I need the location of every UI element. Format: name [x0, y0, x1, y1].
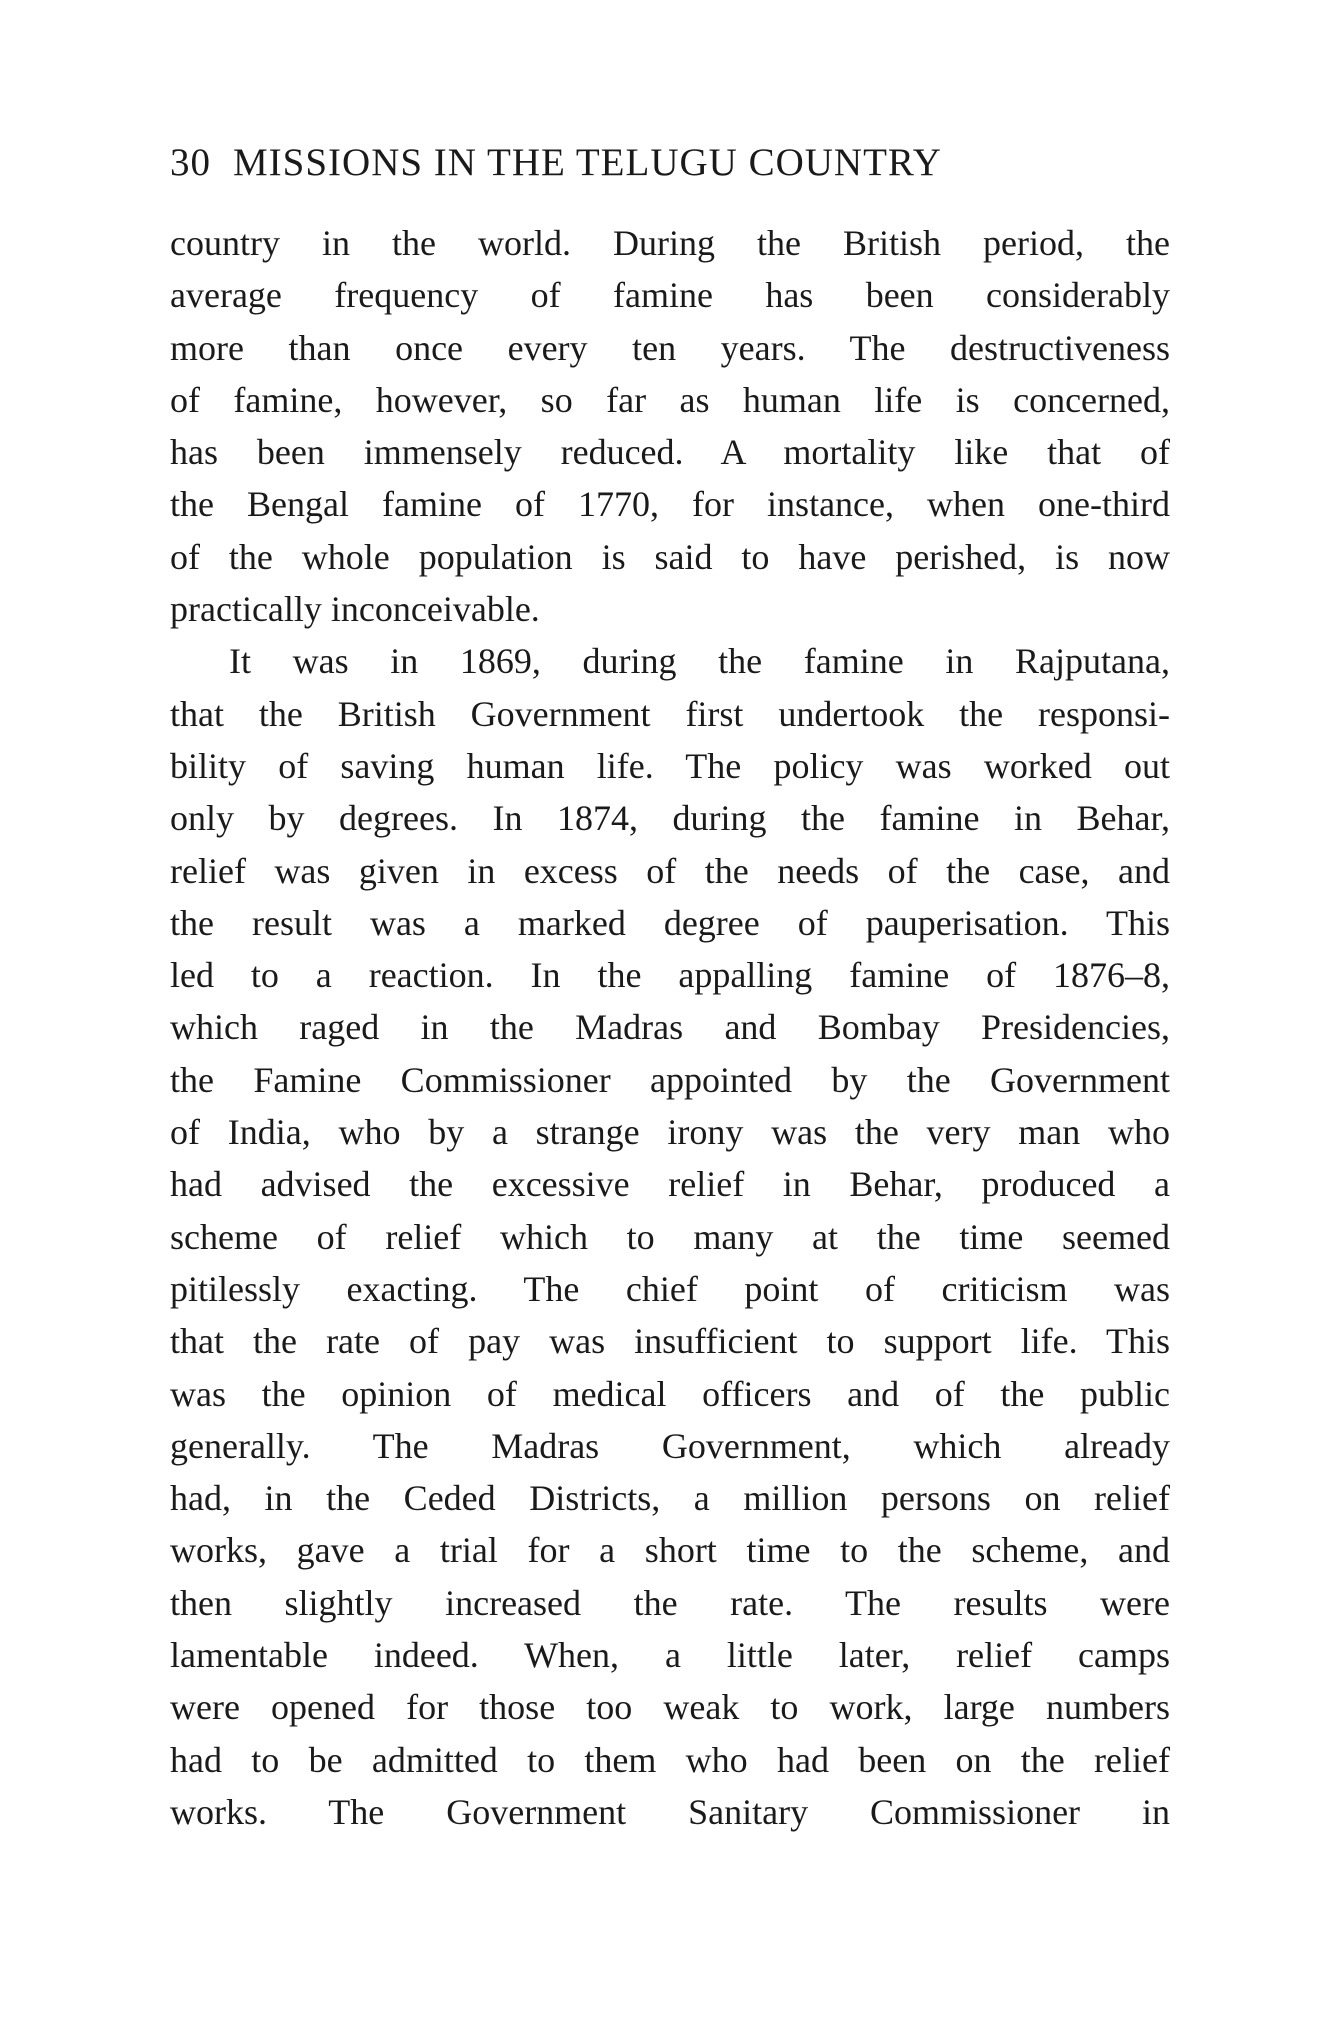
text-line: had to be admitted to them who had been on the relief — [170, 1739, 1170, 1780]
body-text — [170, 217, 1170, 1838]
text-line: were opened for those too weak to work, large numbers — [170, 1687, 1170, 1728]
text-line: relief was given in excess of the needs of the case, and — [170, 850, 1170, 891]
text-line: that the rate of pay was insufficient to support life. This — [170, 1321, 1170, 1362]
text-line: only by degrees. In 1874, during the famine in Behar, — [170, 798, 1170, 839]
paragraph-1 — [170, 217, 1170, 635]
text-line: the Bengal famine of 1770, for instance, when one-third — [170, 484, 1170, 525]
text-line: then slightly increased the rate. The results were — [170, 1582, 1170, 1623]
text-line: generally. The Madras Government, which already — [170, 1425, 1170, 1466]
text-line: practically inconceivable. — [170, 589, 540, 630]
text-line: of India, who by a strange irony was the very man who — [170, 1112, 1170, 1153]
text-line: of famine, however, so far as human life is concerned, — [170, 379, 1170, 420]
text-line: works, gave a trial for a short time to the scheme, and — [170, 1530, 1170, 1571]
text-line: country in the world. During the British period, the — [170, 223, 1170, 263]
text-line: more than once every ten years. The destructiveness — [170, 327, 1170, 368]
text-line: the Famine Commissioner appointed by the Government — [170, 1059, 1170, 1100]
text-line: which raged in the Madras and Bombay Presidencies, — [170, 1007, 1170, 1048]
running-title: MISSIONS IN THE TELUGU COUNTRY — [233, 141, 942, 184]
text-line: bility of saving human life. The policy was worked out — [170, 745, 1170, 786]
text-line: works. The Government Sanitary Commissioner in — [170, 1791, 1170, 1832]
text-line: of the whole population is said to have perished, is now — [170, 536, 1170, 577]
text-line: had, in the Ceded Districts, a million persons on relief — [170, 1478, 1170, 1519]
text-line: It was in 1869, during the famine in Rajputana, — [229, 641, 1170, 682]
text-line: had advised the excessive relief in Behar, produced a — [170, 1164, 1170, 1205]
text-line: lamentable indeed. When, a little later, relief camps — [170, 1635, 1170, 1676]
page-number: 30 — [170, 141, 211, 184]
paragraph-2 — [170, 635, 1170, 1838]
text-line: scheme of relief which to many at the time seemed — [170, 1216, 1170, 1257]
text-line: has been immensely reduced. A mortality like that of — [170, 432, 1170, 473]
text-line: led to a reaction. In the appalling famine of 1876–8, — [170, 955, 1170, 996]
text-line: pitilessly exacting. The chief point of criticism was — [170, 1268, 1170, 1309]
text-line: that the British Government first undertook the responsi- — [170, 693, 1170, 734]
text-line: was the opinion of medical officers and of the public — [170, 1373, 1170, 1414]
running-head — [170, 140, 1090, 200]
text-line: the result was a marked degree of pauperisation. This — [170, 902, 1170, 943]
text-line: average frequency of famine has been considerably — [170, 275, 1170, 316]
